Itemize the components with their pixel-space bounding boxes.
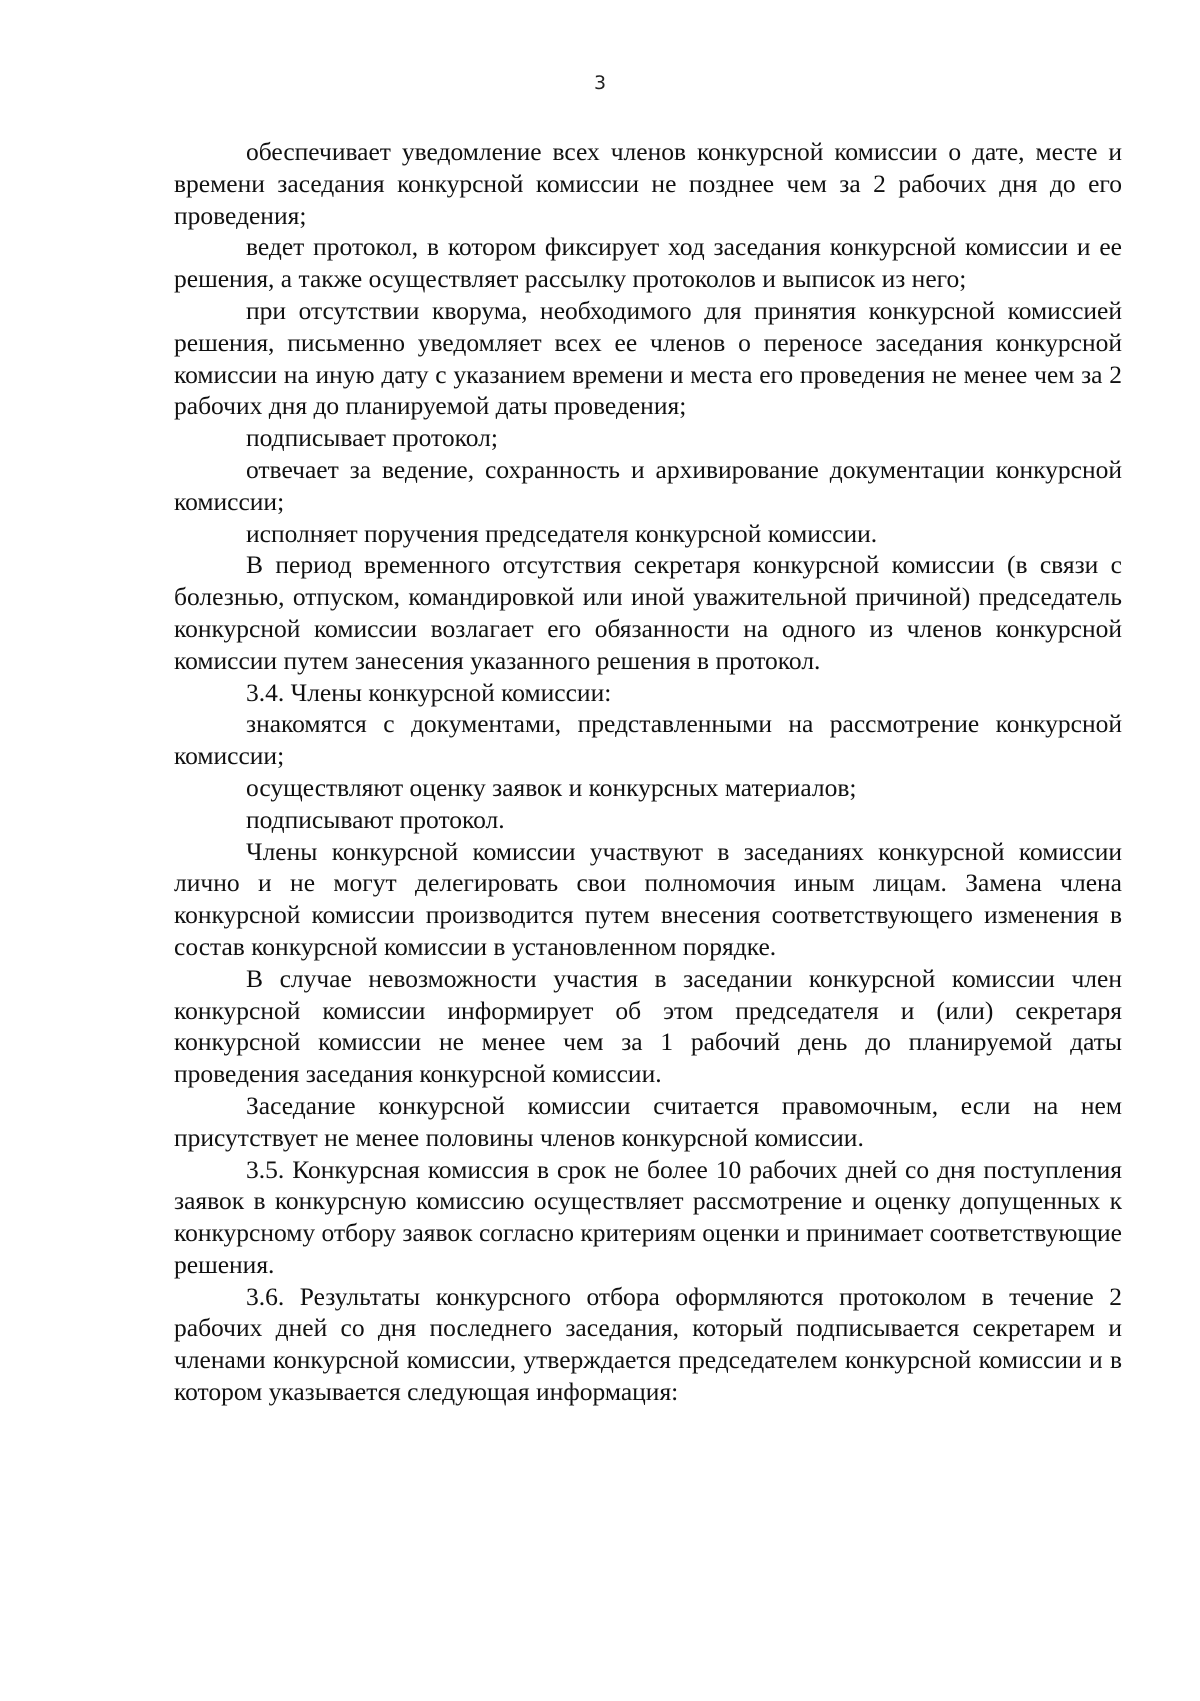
paragraph: Члены конкурсной комиссии участвуют в заседаниях конкурсной комиссии лично и не могут делегировать свои полномочия иным лицам. Замена члена конкурсной комиссии производится путем внесения соответствующего изменения в состав конкурсной комиссии в установленном порядке. [174, 836, 1122, 961]
paragraph: знакомятся с документами, представленными на рассмотрение конкурсной комиссии; [174, 709, 1122, 771]
page-number: 3 [593, 72, 607, 94]
paragraph: обеспечивает уведомление всех членов конкурсной комиссии о дате, месте и времени заседания конкурсной комиссии не позднее чем за 2 рабочих дня до его проведения; [174, 137, 1122, 230]
paragraph: Заседание конкурсной комиссии считается правомочным, если на нем присутствует не менее половины членов конкурсной комиссии. [174, 1090, 1122, 1152]
paragraph: при отсутствии кворума, необходимого для принятия конкурсной комиссией решения, письменно уведомляет всех ее членов о переносе заседания конкурсной комиссии на иную дату с указанием времени и места его проведения не менее чем за 2 рабочих дня до планируемой даты проведения; [174, 295, 1122, 421]
document-body [174, 136, 1122, 1408]
paragraph: 3.5. Конкурсная комиссия в срок не более 10 рабочих дней со дня поступления заявок в конкурсную комиссию осуществляет рассмотрение и оценку допущенных к конкурсному отбору заявок согласно критериям оценки и принимает соответствующие решения. [174, 1154, 1122, 1279]
paragraph: подписывают протокол. [246, 804, 505, 834]
paragraph: подписывает протокол; [246, 423, 498, 453]
paragraph: В период временного отсутствия секретаря конкурсной комиссии (в связи с болезнью, отпуском, командировкой или иной уважительной причиной) председатель конкурсной комиссии возлагает его обязанности на одного из членов конкурсной комиссии путем занесения указанного решения в протокол. [174, 550, 1122, 675]
paragraph: осуществляют оценку заявок и конкурсных материалов; [246, 772, 857, 802]
paragraph: 3.6. Результаты конкурсного отбора оформляются протоколом в течение 2 рабочих дней со дня последнего заседания, который подписывается секретарем и членами конкурсной комиссии, утверждается председателем конкурсной комиссии и в котором указывается следующая информация: [174, 1281, 1122, 1407]
section-heading: 3.4. Члены конкурсной комиссии: [246, 677, 612, 707]
paragraph: отвечает за ведение, сохранность и архивирование документации конкурсной комиссии; [174, 454, 1122, 516]
paragraph: В случае невозможности участия в заседании конкурсной комиссии член конкурсной комиссии информирует об этом председателя и (или) секретаря конкурсной комиссии не менее чем за 1 рабочий день до планируемой даты проведения заседания конкурсной комиссии. [174, 963, 1122, 1089]
paragraph: ведет протокол, в котором фиксирует ход заседания конкурсной комиссии и ее решения, а также осуществляет рассылку протоколов и выписок из него; [174, 232, 1122, 294]
paragraph: исполняет поручения председателя конкурсной комиссии. [246, 518, 878, 548]
